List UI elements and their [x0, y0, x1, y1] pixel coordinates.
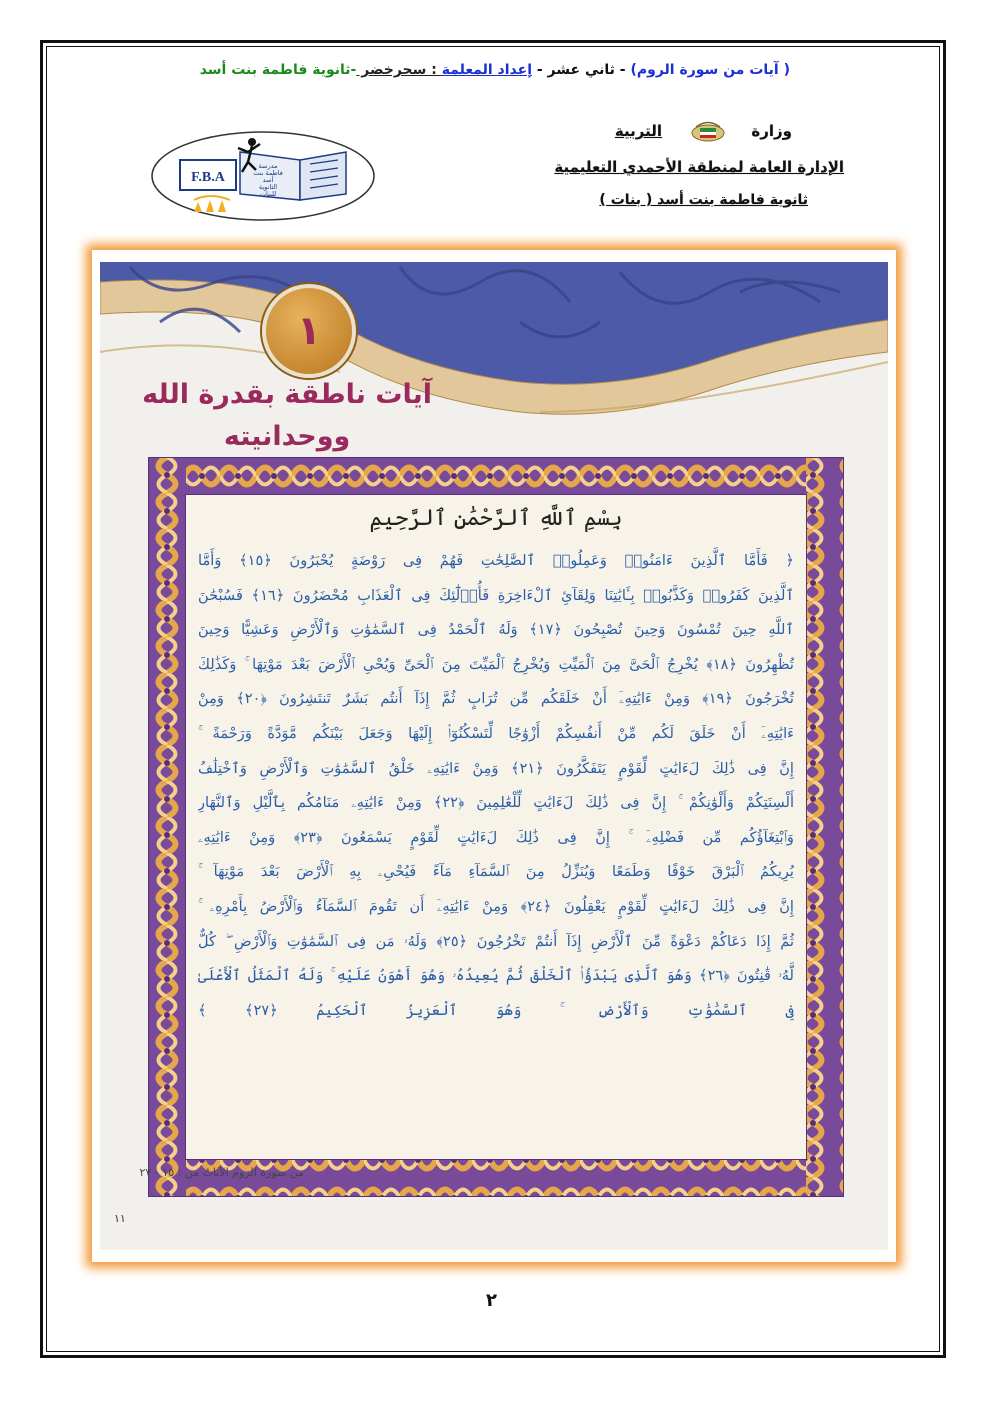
basmala: بِسْمِ ٱللَّهِ ٱلرَّحْمَٰنِ ٱلرَّحِيمِ	[369, 506, 623, 531]
header-school: -ثانوية فاطمة بنت أسد	[199, 62, 357, 78]
verse-line: تُخْرَجُونَ ﴿١٩﴾ وَمِنْ ءَايَٰتِهِۦٓ أَنْ خَلَقَكُم مِّن تُرَابٍ ثُمَّ إِذَآ أَنتُم بَشَرٌ تَنتَشِرُونَ ﴿٢٠﴾ وَمِنْ	[198, 690, 794, 708]
kuwait-emblem-icon	[690, 120, 726, 142]
verse-line: ءَايَٰتِهِۦٓ أَنْ خَلَقَ لَكُم مِّنْ أَنفُسِكُمْ أَزْوَٰجًا لِّتَسْكُنُوٓا۟ إِلَيْهَا وَجَعَلَ بَيْنَكُم مَّوَدَّةً وَرَحْمَةً ۚ	[198, 724, 794, 742]
verse-line: أَلْسِنَتِكُمْ وَأَلْوَٰنِكُمْ ۚ إِنَّ فِى ذَٰلِكَ لَءَايَٰتٍ لِّلْعَٰلِمِينَ ﴿٢٢﴾ وَمِنْ ءَايَٰتِهِۦ مَنَامُكُم بِٱلَّيْلِ وَٱلنَّهَارِ	[198, 794, 794, 812]
verse-line: ٱللَّهِ حِينَ تُمْسُونَ وَحِينَ تُصْبِحُونَ ﴿١٧﴾ وَلَهُ ٱلْحَمْدُ فِى ٱلسَّمَٰوَٰتِ وَٱلْأَرْضِ وَعَشِيًّا وَحِينَ	[198, 621, 794, 639]
lesson-title-line1: آيات ناطقة بقدرة الله	[142, 379, 432, 410]
verse-line: فِى ٱلسَّمَٰوَٰتِ وَٱلْأَرْضِ ۚ وَهُوَ ٱلْعَزِيزُ ٱلْحَكِيمُ ﴿٢٧﴾ ﴾	[198, 1001, 794, 1019]
verses-source: من سورة الروم الآياتُ من : ١٥ - ٢٧	[139, 1166, 304, 1179]
verse-line: ﴿ فَأَمَّا ٱلَّذِينَ ءَامَنُوا۟ وَعَمِلُوا۟ ٱلصَّٰلِحَٰتِ فَهُمْ فِى رَوْضَةٍ يُحْبَرُونَ ﴿١٥﴾ وَأَمَّا	[198, 552, 794, 569]
header-prepared-by: إعداد المعلمة	[441, 62, 532, 78]
verse-line: إِنَّ فِى ذَٰلِكَ لَءَايَٰتٍ لِّقَوْمٍ يَتَفَكَّرُونَ ﴿٢١﴾ وَمِنْ ءَايَٰتِهِۦ خَلْقُ ٱلسَّمَٰوَٰتِ وَٱلْأَرْضِ وَٱخْتِلَٰفُ	[198, 759, 794, 777]
school-logo	[150, 130, 376, 222]
logo-name-1: مدرسة	[258, 162, 278, 170]
page-number: ٢	[486, 1290, 497, 1311]
verse-line: وَٱبْتِغَآؤُكُم مِّن فَضْلِهِۦٓ ۚ إِنَّ فِى ذَٰلِكَ لَءَايَٰتٍ لِّقَوْمٍ يَسْمَعُونَ ﴿٢٣﴾ وَمِنْ ءَايَٰتِهِۦ	[198, 828, 794, 846]
header-teacher: : سحرخضر	[356, 62, 442, 78]
verse-line: يُرِيكُمُ ٱلْبَرْقَ خَوْفًا وَطَمَعًا وَيُنَزِّلُ مِنَ ٱلسَّمَآءِ مَآءً فَيُحْىِۦ بِهِ ٱلْأَرْضَ بَعْدَ مَوْتِهَآ ۚ	[198, 863, 794, 881]
logo-name-3: أسد	[262, 176, 274, 184]
logo-name-4: الثانوية	[258, 183, 278, 191]
lesson-number-badge: ١	[262, 284, 356, 378]
verse-line: ٱلَّذِينَ كَفَرُوا۟ وَكَذَّبُوا۟ بِـَٔايَٰتِنَا وَلِقَآئِ ٱلْءَاخِرَةِ فَأُو۟لَٰٓئِكَ فِى ٱلْعَذَابِ مُحْضَرُونَ ﴿١٦﴾ فَسُبْحَٰنَ	[198, 586, 794, 604]
logo-name-5: للبنات	[259, 190, 277, 198]
logo-name-2: فاطمة بنت	[253, 169, 283, 177]
book-page-inner	[100, 262, 888, 1250]
verse-line: إِنَّ فِى ذَٰلِكَ لَءَايَٰتٍ لِّقَوْمٍ يَعْقِلُونَ ﴿٢٤﴾ وَمِنْ ءَايَٰتِهِۦٓ أَن تَقُومَ ٱلسَّمَآءُ وَٱلْأَرْضُ بِأَمْرِهِۦ ۚ	[198, 897, 794, 915]
logo-abbr: F.B.A	[191, 170, 225, 185]
education-label: التربية	[614, 122, 662, 140]
lesson-title-line2: ووحدانيته	[223, 421, 351, 452]
verse-line: ثُمَّ إِذَا دَعَاكُمْ دَعْوَةً مِّنَ ٱلْأَرْضِ إِذَآ أَنتُمْ تَخْرُجُونَ ﴿٢٥﴾ وَلَهُۥ مَن فِى ٱلسَّمَٰوَٰتِ وَٱلْأَرْضِ ۖ كُلٌّ	[198, 932, 794, 950]
admin-label: الإدارة العامة لمنطقة الأحمدي التعليمية	[554, 158, 844, 176]
verse-line: تُظْهِرُونَ ﴿١٨﴾ يُخْرِجُ ٱلْحَىَّ مِنَ ٱلْمَيِّتِ وَيُخْرِجُ ٱلْمَيِّتَ مِنَ ٱلْحَىِّ وَيُحْىِ ٱلْأَرْضَ بَعْدَ مَوْتِهَا ۚ وَكَذَٰلِكَ	[198, 655, 794, 673]
header-surah: ( آيات من سورة الروم)	[630, 62, 790, 78]
school-label: ثانوية فاطمة بنت أسد ( بنات )	[599, 192, 808, 208]
top-header-line	[150, 62, 790, 78]
lesson-title	[142, 374, 432, 458]
book-page-number: ١١	[114, 1212, 126, 1225]
ministry-label: وزارة	[751, 122, 792, 140]
book-page-image	[92, 250, 896, 1262]
verse-line: لَّهُۥ قَٰنِتُونَ ﴿٢٦﴾ وَهُوَ ٱلَّذِى يَبْدَؤُا۟ ٱلْخَلْقَ ثُمَّ يُعِيدُهُۥ وَهُوَ أَهْوَنُ عَلَيْهِ ۚ وَلَهُ ٱلْمَثَلُ ٱلْأَعْلَىٰ	[198, 967, 794, 985]
quran-verses	[198, 544, 794, 1028]
header-grade: - ثاني عشر -	[532, 62, 631, 78]
